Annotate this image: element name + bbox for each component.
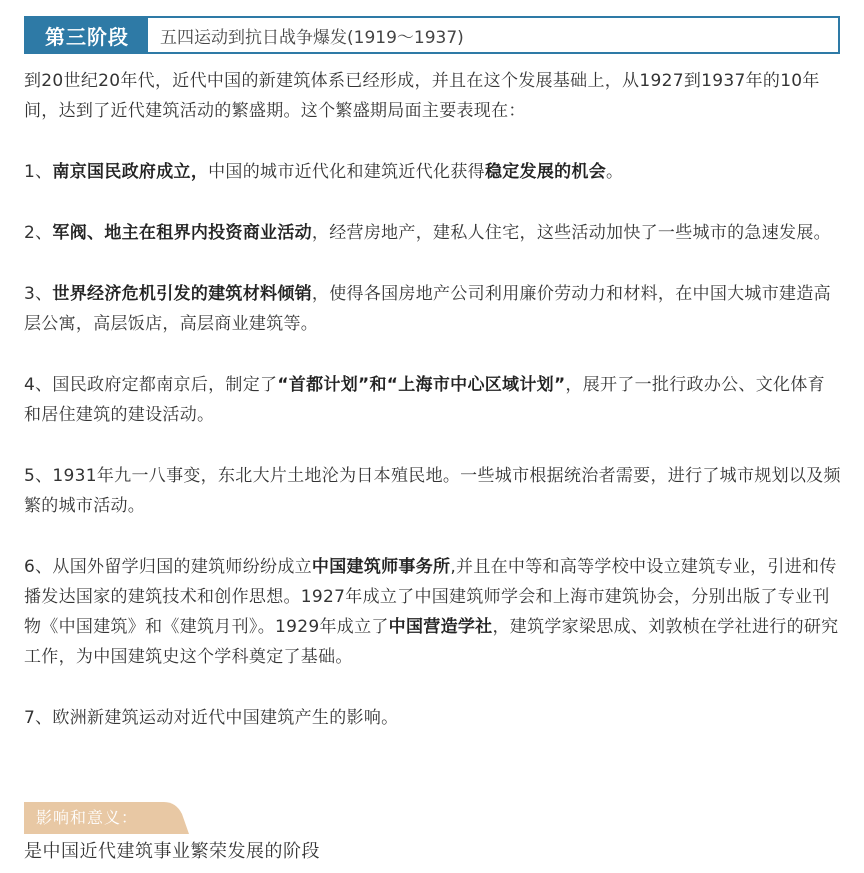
stage-title: 五四运动到抗日战争爆发(1919～1937) — [160, 27, 464, 48]
list-item-6: 6、从国外留学归国的建筑师纷纷成立中国建筑师事务所,并且在中等和高等学校中设立建筑专业，引进和传播发达国家的建筑技术和创作思想。1927年成立了中国建筑师学会和上海市建筑协会，分别出版了专业刊物《中国建筑》和《建筑月刊》。1929年成立了中国营造学社，建筑学家梁思成、刘敦桢在学社进行的研究工作，为中国建筑史这个学科奠定了基础。 — [24, 557, 839, 667]
intro-paragraph: 到20世纪20年代，近代中国的新建筑体系已经形成，并且在这个发展基础上，从1927到1937年的10年间，达到了近代建筑活动的繁盛期。这个繁盛期局面主要表现在： — [24, 71, 820, 121]
list-item-4: 4、国民政府定都南京后，制定了“首都计划”和“上海市中心区域计划”，展开了一批行政办公、文化体育和居住建筑的建设活动。 — [24, 375, 825, 425]
list-item-3: 3、世界经济危机引发的建筑材料倾销，使得各国房地产公司利用廉价劳动力和材料，在中国大城市建造高层公寓，高层饭店，高层商业建筑等。 — [24, 284, 831, 334]
impact-label-text: 影响和意义： — [36, 808, 139, 827]
stage-header — [24, 16, 840, 54]
stage-label: 第三阶段 — [26, 18, 148, 52]
list-item-2: 2、军阀、地主在租界内投资商业活动，经营房地产，建私人住宅，这些活动加快了一些城市的急速发展。 — [24, 223, 831, 243]
impact-text: 是中国近代建筑事业繁荣发展的阶段 — [24, 841, 320, 862]
article-body — [24, 66, 842, 764]
list-item-5: 5、1931年九一八事变，东北大片土地沦为日本殖民地。一些城市根据统治者需要，进行了城市规划以及频繁的城市活动。 — [24, 466, 841, 516]
list-item-1: 1、南京国民政府成立，中国的城市近代化和建筑近代化获得稳定发展的机会。 — [24, 162, 624, 182]
list-item-7: 7、欧洲新建筑运动对近代中国建筑产生的影响。 — [24, 708, 399, 728]
impact-label — [24, 802, 189, 834]
